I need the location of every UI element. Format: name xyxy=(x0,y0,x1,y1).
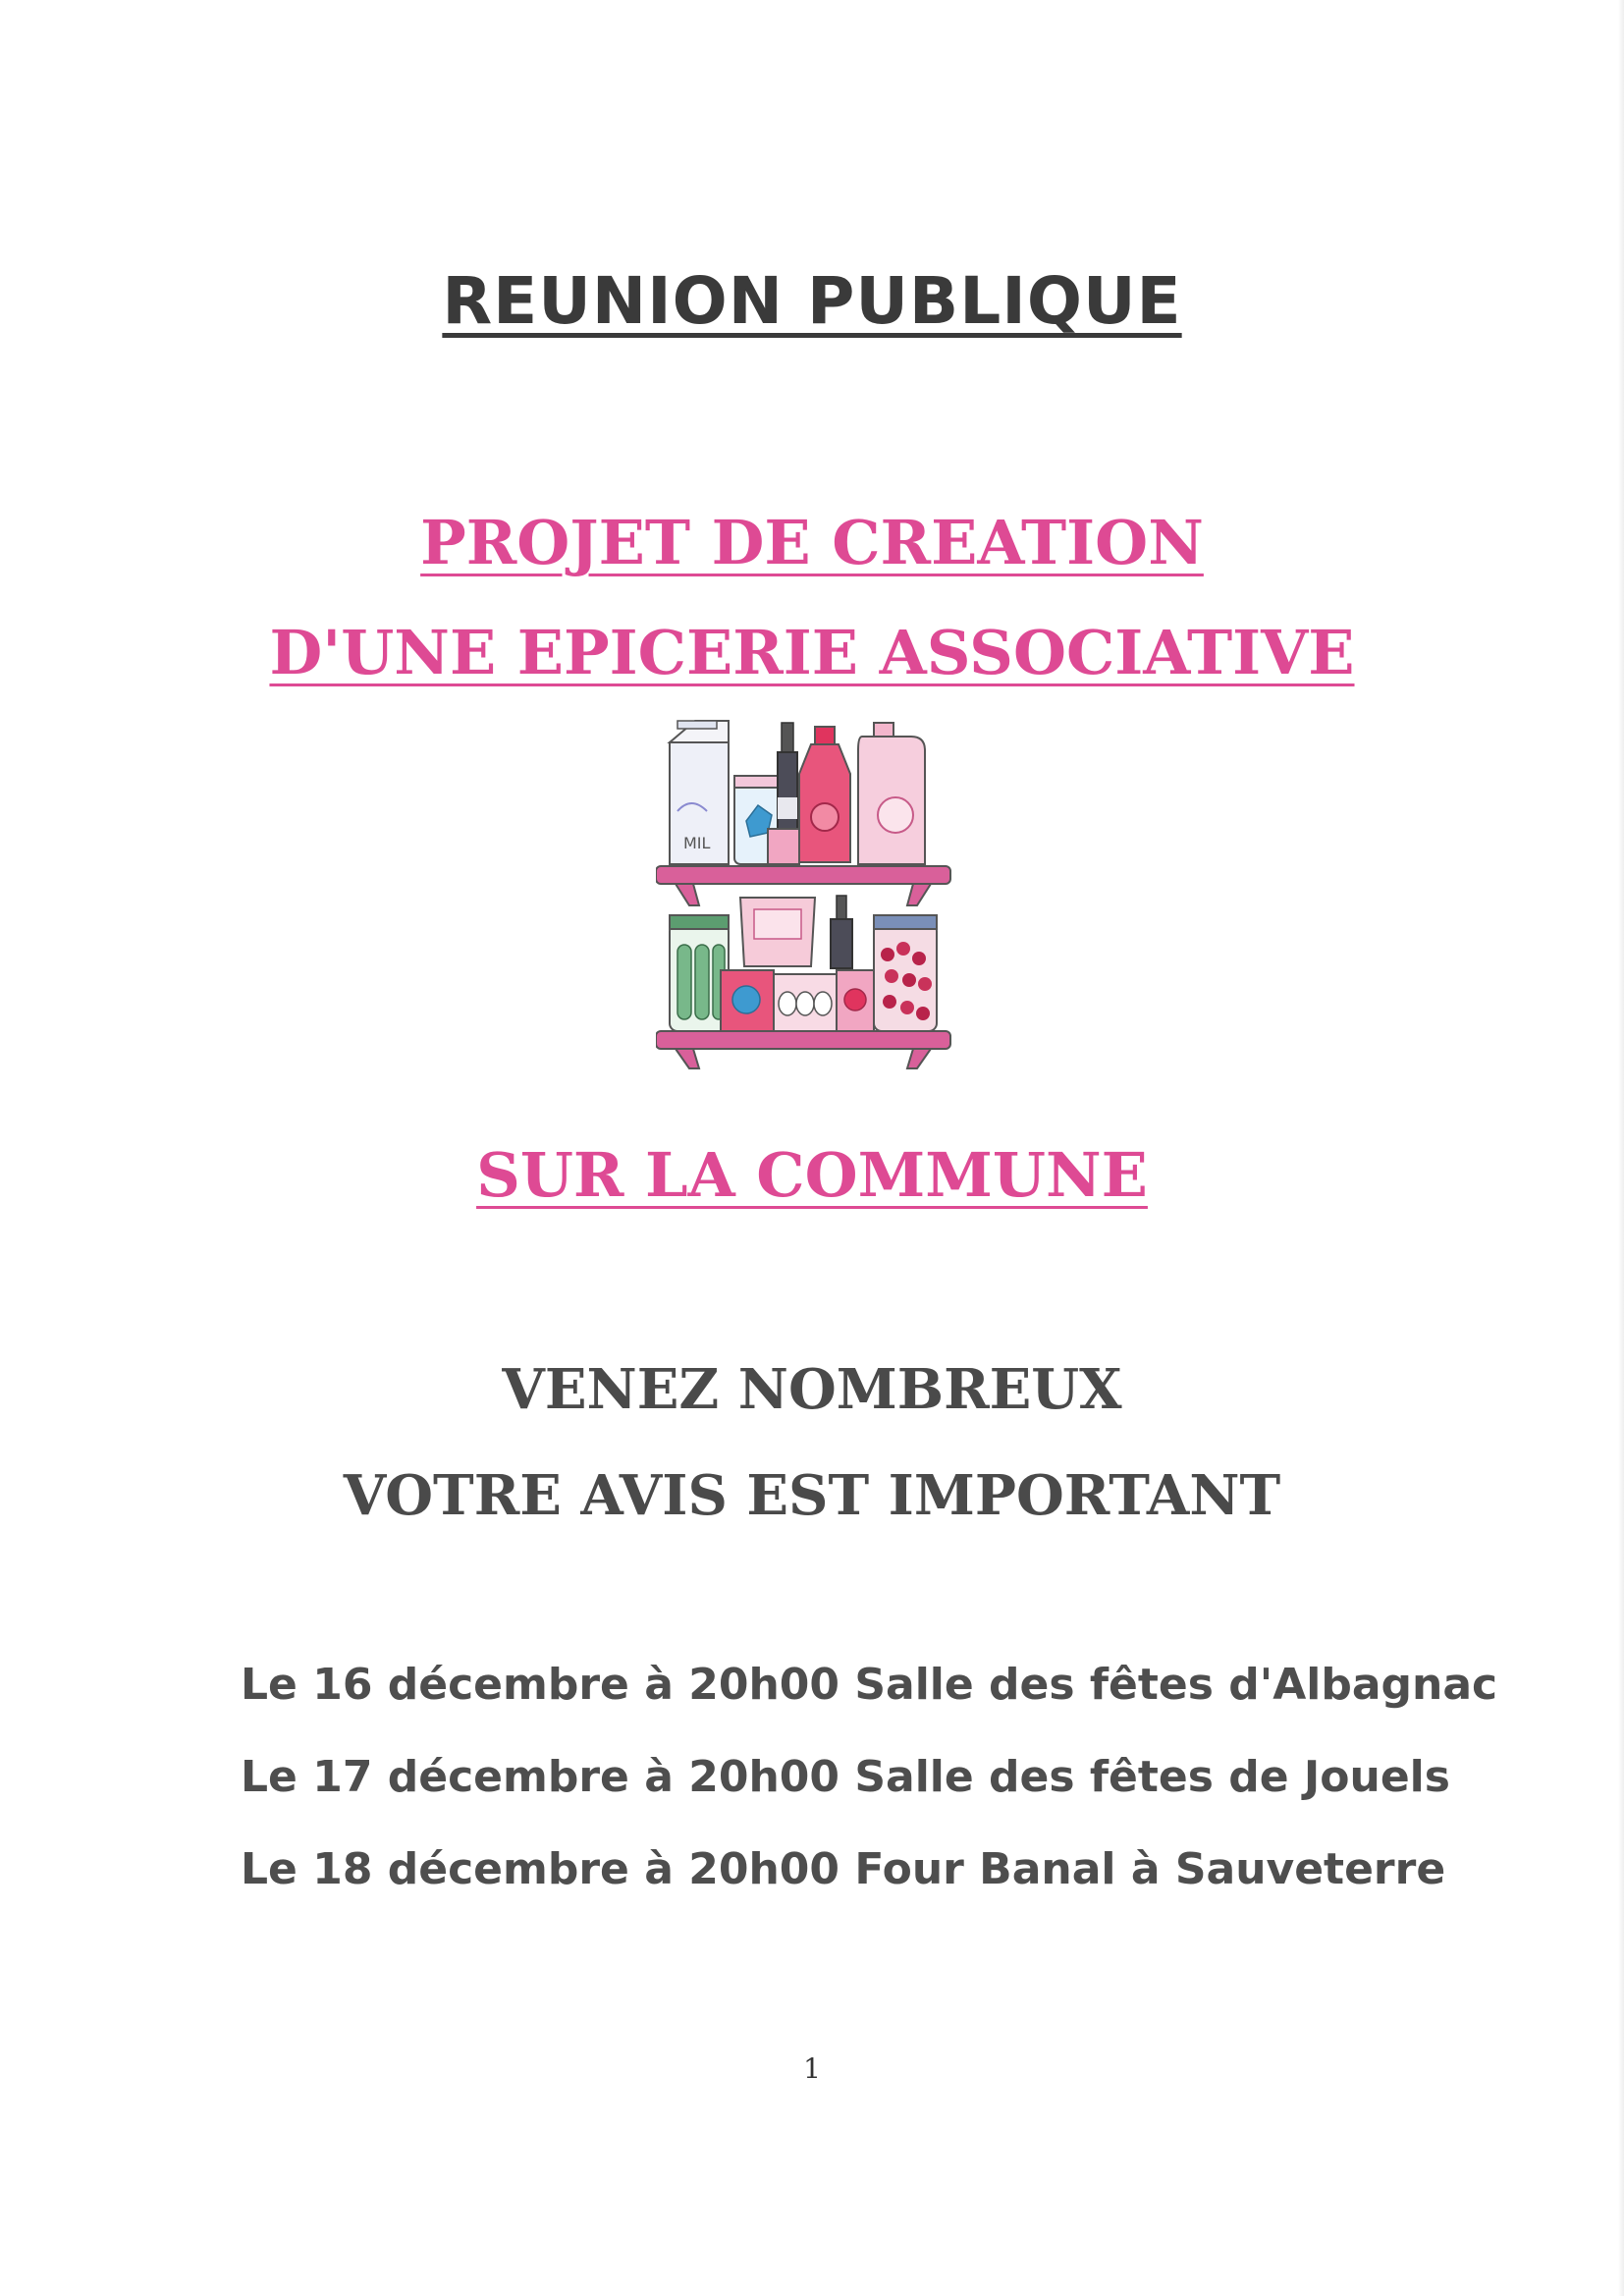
event-line-3: Le 18 décembre à 20h00 Four Banal à Sauveterre xyxy=(241,1844,1446,1894)
page-number: 1 xyxy=(803,2052,821,2085)
project-heading-line-1-text: PROJET DE CREATION xyxy=(420,507,1204,578)
call-to-action-line-2: VOTRE AVIS EST IMPORTANT xyxy=(343,1463,1281,1528)
event-line-2: Le 17 décembre à 20h00 Salle des fêtes de Jouels xyxy=(241,1752,1450,1802)
location-heading-text: SUR LA COMMUNE xyxy=(476,1139,1148,1211)
project-heading-line-1 xyxy=(0,507,1624,578)
location-heading xyxy=(0,1139,1624,1211)
flour-bag-icon xyxy=(740,898,815,966)
project-heading-line-2 xyxy=(0,617,1624,688)
carton-label: MIL xyxy=(683,834,711,852)
can-row-icon xyxy=(721,970,874,1031)
jug-icon xyxy=(858,723,925,864)
main-title xyxy=(0,263,1624,339)
small-bottle-icon xyxy=(831,896,852,968)
milk-carton-icon xyxy=(670,721,729,864)
box-icon xyxy=(768,829,799,864)
main-title-text: REUNION PUBLIQUE xyxy=(442,263,1182,339)
berry-jar-icon xyxy=(874,915,937,1031)
event-line-1: Le 16 décembre à 20h00 Salle des fêtes d'Albagnac xyxy=(241,1660,1498,1710)
sauce-bottle-icon xyxy=(799,727,850,862)
call-to-action-line-1: VENEZ NOMBREUX xyxy=(502,1357,1122,1422)
shelf-bottom xyxy=(656,1031,950,1068)
grocery-shelf-icon xyxy=(656,713,960,1070)
project-heading-line-2-text: D'UNE EPICERIE ASSOCIATIVE xyxy=(269,617,1355,688)
